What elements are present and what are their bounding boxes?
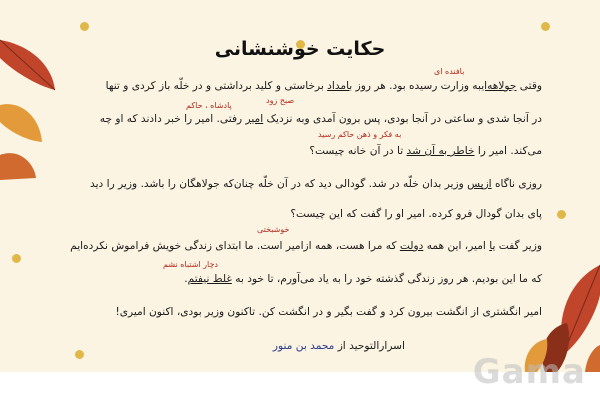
underlined-term: امیر: [245, 113, 264, 125]
decor-dot: [541, 22, 550, 31]
annotation-mistake: دچار اشتباه نشم: [163, 260, 218, 269]
underlined-term: دولت: [399, 240, 424, 252]
text-segment: وزیر گفت: [495, 240, 542, 252]
text-segment: روزی ناگاه: [491, 178, 542, 190]
annotation-thought: به فکر و ذهن حاکم رسید: [318, 130, 402, 139]
text-segment: رفتی. امیر را خبر دادند که او چه: [99, 113, 246, 125]
author-name: محمد بن منور: [272, 340, 335, 352]
text-segment: تا در آن خانه چیست؟: [309, 145, 407, 157]
underlined-term: بامداد: [327, 80, 353, 92]
decor-dot: [12, 254, 21, 263]
text-segment: امیر انگشتری از انگشت بیرون کرد و گفت بگیر و در انگشت کن. تاکنون وزیر بودی، اکنون امیری!: [115, 306, 542, 318]
page-title: حکایت خوشنشانی: [214, 38, 386, 60]
underlined-term: جولاهه‌ای: [481, 80, 517, 92]
source-attribution: [273, 340, 405, 352]
annotation-fortune: خوشبختی: [257, 225, 290, 234]
story-line: [52, 178, 542, 190]
decor-dot: [80, 22, 89, 31]
underlined-term: خاطر به آن شد: [406, 145, 475, 157]
decor-dot: [75, 350, 84, 359]
story-line: [52, 145, 542, 157]
story-line: [52, 240, 542, 252]
decor-dot: [557, 210, 566, 219]
annotation-king: پادشاه ، حاکم: [186, 101, 232, 110]
text-segment: به وزارت رسیده بود. هر روز: [352, 80, 482, 92]
text-segment: از: [334, 340, 350, 352]
text-segment: وقتی: [516, 80, 542, 92]
text-segment: .: [184, 273, 188, 285]
underlined-term: یا: [489, 240, 496, 252]
annotation-weaver: بافنده ای: [434, 67, 465, 76]
annotation-morning: صبح زود: [266, 96, 295, 105]
underlined-term: غلط نیفتم: [187, 273, 232, 285]
text-segment: امیر، این همه: [423, 240, 490, 252]
underlined-term: ازپس: [467, 178, 492, 190]
story-line: [52, 306, 542, 318]
story-line: [52, 273, 542, 285]
story-line: [52, 113, 542, 125]
text-segment: که مرا هست، همه ازامیر است. ما ابتدای زندگی خویش فراموش نکرده‌ایم: [70, 240, 400, 252]
text-segment: در آنجا شدی و ساعتی در آنجا بودی، پس برون آمدی وبه نزدیک: [263, 113, 542, 125]
text-segment: برخاستی و کلید برداشتی و در خلّه باز کردی و تنها: [105, 80, 328, 92]
story-line: [52, 80, 542, 92]
book-title: اسرارالتوحید: [349, 340, 405, 352]
text-segment: پای بدان گودال فرو کرده. امیر او را گفت که این چیست؟: [290, 208, 542, 220]
text-segment: که ما این بودیم. هر روز زندگی گذشته خود را به یاد می‌آورم، تا خود به: [231, 273, 542, 285]
text-segment: وزیر بدان خلّه در شد. گودالی دید که در آن خلّه چنان‌که جولاهگان را باشد. وزیر را دید: [90, 178, 468, 190]
watermark-logo: Gama: [472, 352, 586, 392]
story-line: [52, 208, 542, 220]
text-segment: می‌کند. امیر را: [474, 145, 542, 157]
